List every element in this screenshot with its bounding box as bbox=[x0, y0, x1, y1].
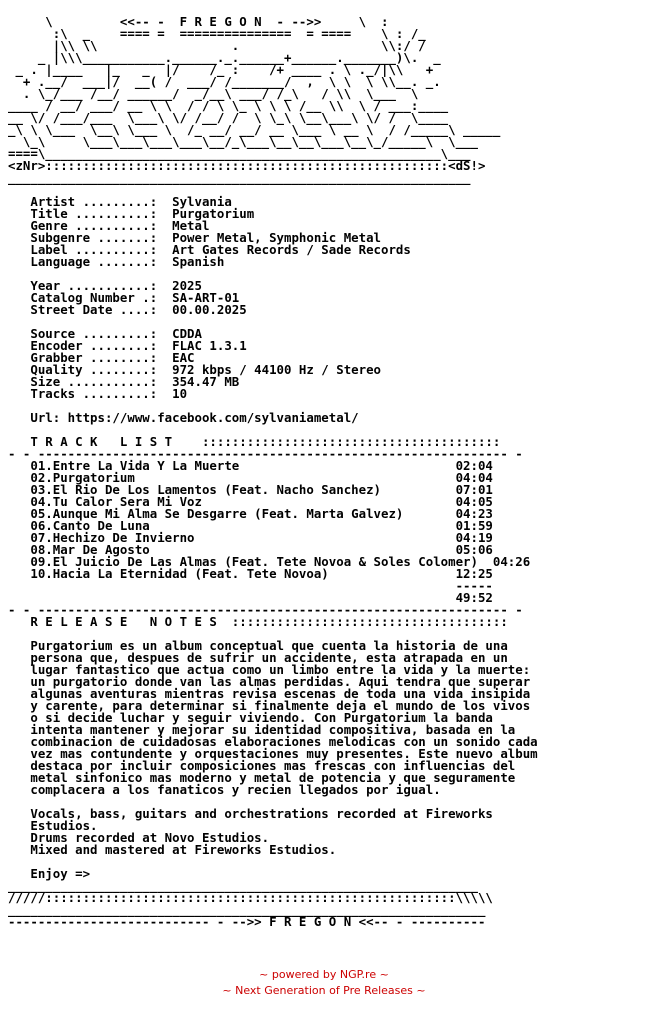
nfo-text: \ <<-- - F R E G O N - -->> \ : :\ _ ==== = =============== = ==== \ : /_ |\\ \\ . \\:/ / _ |\\\___________.______._.______+______._______)\. _ _ . |____ |_ _ |/ /_ : /+ ____ . \ ._/|\\ + + .__/ ___|/ __( / ___/ /_______/ , \ \ \ \\__. _. . \_/___ /__/ ______/ _/__\ ___/ /_\ / \\ \___ \ ____ / __/ ___/ __ \ \ / / \ \_ \ \ \ /__ \\ \ / ___:____ __ \/ /___/___ \___\ \/ /__/ / \ \_\ \__\___\ \/ / \____ _\ \ \___ \__\ \___ \ /_ __/ __/ __ \___ \ __ \ / /_____\ _____ \_\ \___\___\___\___\__/_\___\__\__\___\__\_/_____\ \___ ====\_____________________________________________________\___ <zNr>::::::::::::::::::::::::::::::::::::::::::::::::::::::<dS!> ______________________________________________________________ Artist .........: Sylvania Title ..........: Purgatorium Genre ..........: Metal Subgenre .......: Power Metal, Symphonic Metal Label ..........: Art Gates Records / Sade Records Language .......: Spanish Year ...........: 2025 Catalog Number .: SA-ART-01 Street Date ....: 00.00.2025 Source .........: CDDA Encoder ........: FLAC 1.3.1 Grabber ........: EAC Quality ........: 972 kbps / 44100 Hz / Stereo Size ...........: 354.47 MB Tracks .........: 10 Url: https://www.facebook.com/sylvaniametal/ T R A C K L I S T :::::::::::::::::::::::::::::::::::::::: - - --------------------------------------------------------------- - 01.Entre La Vida Y La Muerte 02:04 02.Purgatorium 04:04 03.El Rio De Los Lamentos (Feat. Nacho Sanchez) 07:01 04.Tu Calor Sera Mi Voz 04:05 05.Aunque Mi Alma Se Desgarre (Feat. Marta Galvez) 04:23 06.Canto De Luna 01:59 07.Hechizo De Invierno 04:19 08.Mar De Agosto 05:06 09.El Juicio De Las Almas (Feat. Tete Novoa & Soles Colomer) 04:26 10.Hacia La Eternidad (Feat. Tete Novoa) 12:25 ----- 49:52 - - --------------------------------------------------------------- - R E L E A S E N O T E S ::::::::::::::::::::::::::::::::::::: Purgatorium es un album conceptual que cuenta la historia de una persona que, despues de sufrir un accidente, esta atrapada en un lugar fantastico que actua como un limbo entre la vida y la muerte: un purgatorio donde van las almas perdidas. Aqui tendra que superar algunas aventuras mientras revisa escenas de toda una vida insipida y carente, para determinar si finalmente deja el mundo de los vivos o si decide luchar y seguir viviendo. Con Purgatorium la banda intenta mantener y mejorar su identidad compositiva, basada en la combinacion de cuidadosas elaboraciones melodicas con un sonido cada vez mas contundente y orquestaciones muy presentes. Este nuevo album destaca por incluir composiciones mas frescas con influencias del metal sinfonico mas moderno y metal de potencia y que seguramente complacera a los fanaticos y recien llegados por igual. Vocals, bass, guitars and orchestrations recorded at Fireworks Estudios. Drums recorded at Novo Estudios. Mixed and mastered at Fireworks Estudios. Enjoy => _______________________________________________________________ /////:::::::::::::::::::::::::::::::::::::::::::::::::::::::\\\\\ ________________________________________________________________ --------------------------- - -->> F R E G O N <<-- - ---------- bbox=[8, 14, 538, 929]
powered-by-text: ~ powered by NGP.re ~ bbox=[259, 968, 389, 981]
tagline-text: ~ Next Generation of Pre Releases ~ bbox=[222, 984, 426, 997]
footer bbox=[0, 967, 648, 999]
